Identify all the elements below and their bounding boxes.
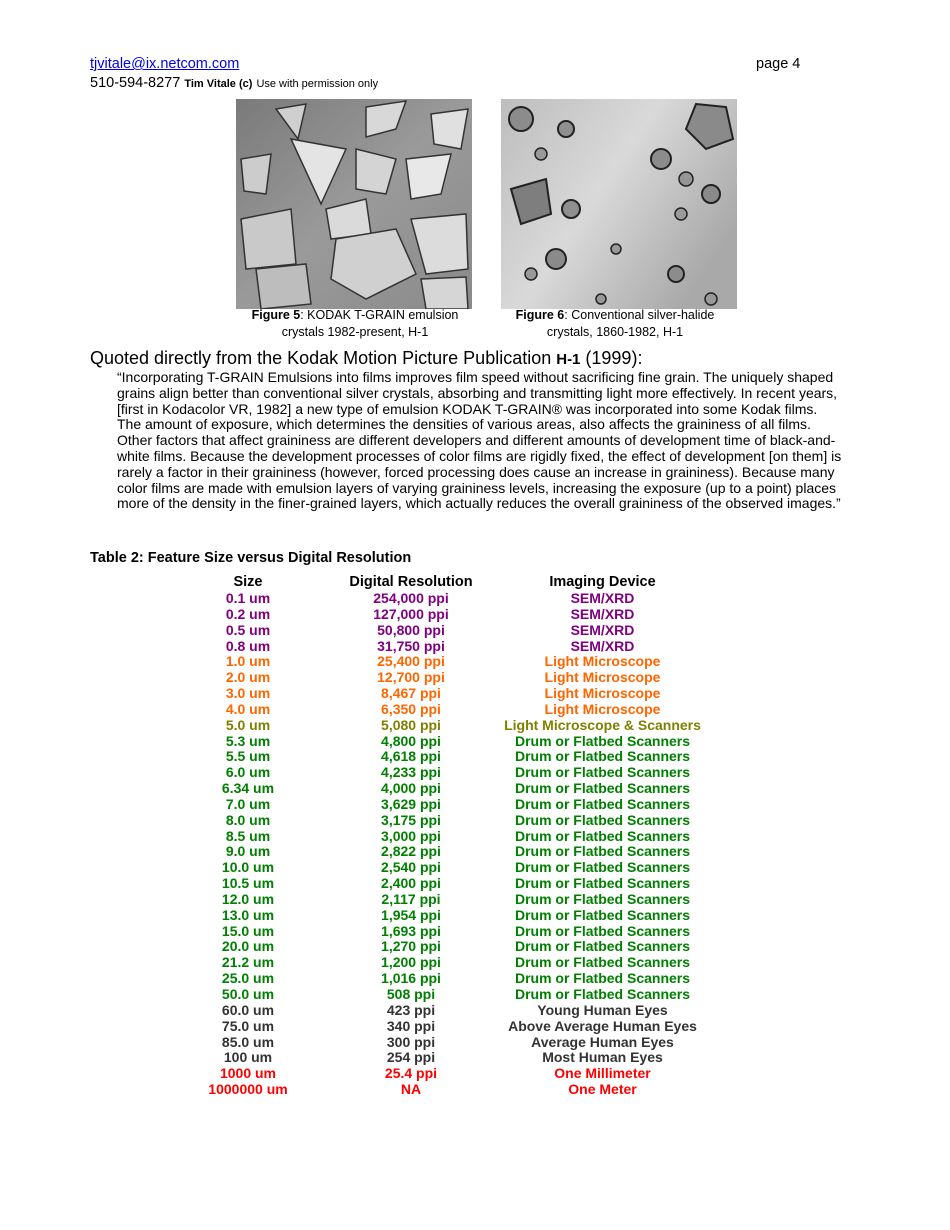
table-row (0, 685, 950, 701)
row-resolution: 1,693 ppi (381, 922, 441, 939)
row-size: 4.0 um (225, 700, 271, 717)
figure-6-caption (490, 307, 740, 341)
row-resolution: 2,822 ppi (381, 843, 441, 860)
table-row (0, 1018, 950, 1034)
row-resolution: 5,080 ppi (381, 716, 441, 733)
table-row (0, 1034, 950, 1050)
row-resolution: 12,700 ppi (377, 669, 445, 686)
row-size: 7.0 um (225, 795, 271, 812)
row-size: 6.34 um (221, 780, 275, 797)
row-device: Drum or Flatbed Scanners (514, 748, 691, 765)
row-size: 8.5 um (225, 827, 271, 844)
row-resolution: 1,270 ppi (381, 938, 441, 955)
row-device: SEM/XRD (570, 605, 635, 622)
row-resolution: 2,117 ppi (381, 890, 441, 907)
row-device: Light Microscope & Scanners (504, 716, 701, 733)
row-device: Drum or Flatbed Scanners (514, 732, 691, 749)
row-resolution: 3,000 ppi (381, 827, 441, 844)
figure-5-label: Figure 5 (251, 308, 301, 322)
row-device: SEM/XRD (570, 590, 635, 606)
row-size: 8.0 um (225, 811, 271, 828)
row-device: Most Human Eyes (542, 1049, 663, 1066)
row-size: 10.0 um (221, 859, 275, 876)
table-row (0, 653, 950, 669)
row-resolution: 2,400 ppi (381, 875, 441, 892)
row-size: 50.0 um (221, 986, 275, 1002)
row-device: Drum or Flatbed Scanners (514, 780, 691, 797)
table-row (0, 1065, 950, 1081)
table-row (0, 970, 950, 986)
table-row (0, 764, 950, 780)
row-size: 0.8 um (225, 637, 271, 654)
table-row (0, 891, 950, 907)
phone-number: 510-594-8277 (90, 75, 181, 91)
row-resolution: 4,233 ppi (381, 764, 441, 781)
quote-heading-publication: H-1 (556, 351, 581, 368)
row-device: Drum or Flatbed Scanners (514, 986, 691, 1002)
row-device: Average Human Eyes (531, 1033, 674, 1050)
table-row (0, 954, 950, 970)
figure-5-caption-line2: crystals 1982-present, H-1 (281, 325, 429, 339)
row-resolution: 4,800 ppi (381, 732, 441, 749)
row-device: SEM/XRD (570, 621, 635, 638)
row-device: Drum or Flatbed Scanners (514, 811, 691, 828)
row-size: 3.0 um (225, 685, 271, 702)
table-row (0, 986, 950, 1002)
row-size: 75.0 um (221, 1017, 275, 1034)
row-device: Drum or Flatbed Scanners (514, 890, 691, 907)
table-row (0, 717, 950, 733)
row-resolution: 423 ppi (386, 1001, 436, 1018)
permission-note: Use with permission only (256, 78, 379, 90)
row-device: Young Human Eyes (537, 1001, 668, 1018)
quote-body: “Incorporating T-GRAIN Emulsions into films improves film speed without sacrificing fine grain. The uniquely shaped grains align better than conventional silver crystals, absorbing and transmitting light more effectively. In recent years, [first in Kodacolor VR, 1982] a new type of emulsion KODAK T-GRAIN® was incorporated into some Kodak films. The amount of exposure, which determines the densities of various areas, also affects the graininess of all films. Other factors that affect graininess are different developers and different amounts of development time of black-and-white films. Because the development processes of color films are rigidly fixed, the effect of development [on them] is rarely a factor in their graininess (however, forced processing does cause an increase in graininess). Because many color films are made with emulsion layers of varying graininess levels, increasing the exposure (up to a point) places more of the density in the finer-grained layers, which actually reduces the overall graininess of the observed images.” (117, 369, 842, 512)
row-device: Light Microscope (544, 700, 661, 717)
row-size: 100 um (223, 1049, 273, 1066)
row-device: Drum or Flatbed Scanners (514, 764, 691, 781)
row-size: 13.0 um (221, 906, 275, 923)
table-row (0, 669, 950, 685)
row-resolution: 340 ppi (386, 1017, 436, 1034)
row-resolution: 3,629 ppi (381, 795, 441, 812)
row-device: Light Microscope (544, 685, 661, 702)
table-row (0, 638, 950, 654)
row-device: Drum or Flatbed Scanners (514, 875, 691, 892)
row-size: 15.0 um (221, 922, 275, 939)
table-row (0, 938, 950, 954)
row-resolution: 254,000 ppi (373, 590, 449, 606)
table-row (0, 923, 950, 939)
row-resolution: 50,800 ppi (377, 621, 445, 638)
row-resolution: NA (400, 1081, 422, 1098)
table-row (0, 796, 950, 812)
row-device: Drum or Flatbed Scanners (514, 843, 691, 860)
table-row (0, 1049, 950, 1065)
header-resolution: Digital Resolution (349, 574, 473, 590)
table-row (0, 828, 950, 844)
row-device: SEM/XRD (570, 637, 635, 654)
table-row (0, 859, 950, 875)
row-resolution: 508 ppi (386, 986, 436, 1002)
page-number: page 4 (756, 56, 801, 72)
row-resolution: 4,618 ppi (381, 748, 441, 765)
table-row (0, 733, 950, 749)
table-row (0, 1081, 950, 1097)
row-size: 0.1 um (225, 590, 271, 606)
row-resolution: 1,200 ppi (381, 954, 441, 971)
row-device: Light Microscope (544, 669, 661, 686)
row-resolution: 1,016 ppi (381, 970, 441, 987)
table-row (0, 701, 950, 717)
row-size: 0.2 um (225, 605, 271, 622)
row-size: 0.5 um (225, 621, 271, 638)
table-row (0, 780, 950, 796)
quote-heading (90, 348, 642, 369)
row-resolution: 300 ppi (386, 1033, 436, 1050)
row-size: 60.0 um (221, 1001, 275, 1018)
row-size: 5.5 um (225, 748, 271, 765)
row-size: 2.0 um (225, 669, 271, 686)
row-resolution: 127,000 ppi (373, 605, 449, 622)
row-resolution: 4,000 ppi (381, 780, 441, 797)
table-header (0, 574, 950, 590)
row-device: One Millimeter (554, 1065, 651, 1082)
row-resolution: 25.4 ppi (384, 1065, 438, 1082)
email-link[interactable]: tjvitale@ix.netcom.com (90, 56, 240, 72)
row-device: Drum or Flatbed Scanners (514, 954, 691, 971)
row-device: Drum or Flatbed Scanners (514, 795, 691, 812)
row-device: Drum or Flatbed Scanners (514, 827, 691, 844)
row-size: 21.2 um (221, 954, 275, 971)
row-device: One Meter (568, 1081, 637, 1098)
row-size: 10.5 um (221, 875, 275, 892)
table-row (0, 875, 950, 891)
figure-6-caption-line2: crystals, 1860-1982, H-1 (546, 325, 684, 339)
row-resolution: 3,175 ppi (381, 811, 441, 828)
row-size: 20.0 um (221, 938, 275, 955)
table-row (0, 843, 950, 859)
row-device: Drum or Flatbed Scanners (514, 859, 691, 876)
row-size: 1000 um (219, 1065, 277, 1082)
table-row (0, 812, 950, 828)
table-row (0, 622, 950, 638)
row-device: Drum or Flatbed Scanners (514, 922, 691, 939)
figure-6-label: Figure 6 (515, 308, 565, 322)
row-device: Light Microscope (544, 653, 661, 670)
row-resolution: 254 ppi (386, 1049, 436, 1066)
row-size: 1.0 um (225, 653, 271, 670)
author-name: Tim Vitale (c) (184, 78, 253, 90)
table-row (0, 606, 950, 622)
row-resolution: 6,350 ppi (381, 700, 441, 717)
figure-5-image (236, 99, 472, 309)
row-device: Drum or Flatbed Scanners (514, 906, 691, 923)
figure-6-caption-line1: : Conventional silver-halide (564, 308, 715, 322)
row-device: Drum or Flatbed Scanners (514, 970, 691, 987)
row-size: 12.0 um (221, 890, 275, 907)
row-size: 5.0 um (225, 716, 271, 733)
table-row (0, 748, 950, 764)
table-row (0, 907, 950, 923)
row-device: Drum or Flatbed Scanners (514, 938, 691, 955)
figure-6-image (501, 99, 737, 309)
figure-5-caption-line1: : KODAK T-GRAIN emulsion (300, 308, 459, 322)
row-size: 1000000 um (208, 1081, 288, 1098)
row-size: 9.0 um (225, 843, 271, 860)
row-resolution: 2,540 ppi (381, 859, 441, 876)
row-size: 6.0 um (225, 764, 271, 781)
table-title: Table 2: Feature Size versus Digital Resolution (90, 550, 412, 566)
figure-5-caption (230, 307, 480, 341)
row-device: Above Average Human Eyes (508, 1017, 697, 1034)
row-resolution: 8,467 ppi (381, 685, 441, 702)
header-device: Imaging Device (549, 574, 656, 590)
row-size: 85.0 um (221, 1033, 275, 1050)
header-size: Size (233, 574, 263, 590)
quote-heading-post: (1999): (580, 348, 643, 368)
row-resolution: 1,954 ppi (381, 906, 441, 923)
row-size: 5.3 um (225, 732, 271, 749)
quote-heading-pre: Quoted directly from the Kodak Motion Picture Publication (90, 348, 557, 368)
row-resolution: 25,400 ppi (377, 653, 445, 670)
contact-line (90, 75, 378, 91)
table-row (0, 590, 950, 606)
table-row (0, 1002, 950, 1018)
row-size: 25.0 um (221, 970, 275, 987)
row-resolution: 31,750 ppi (377, 637, 445, 654)
